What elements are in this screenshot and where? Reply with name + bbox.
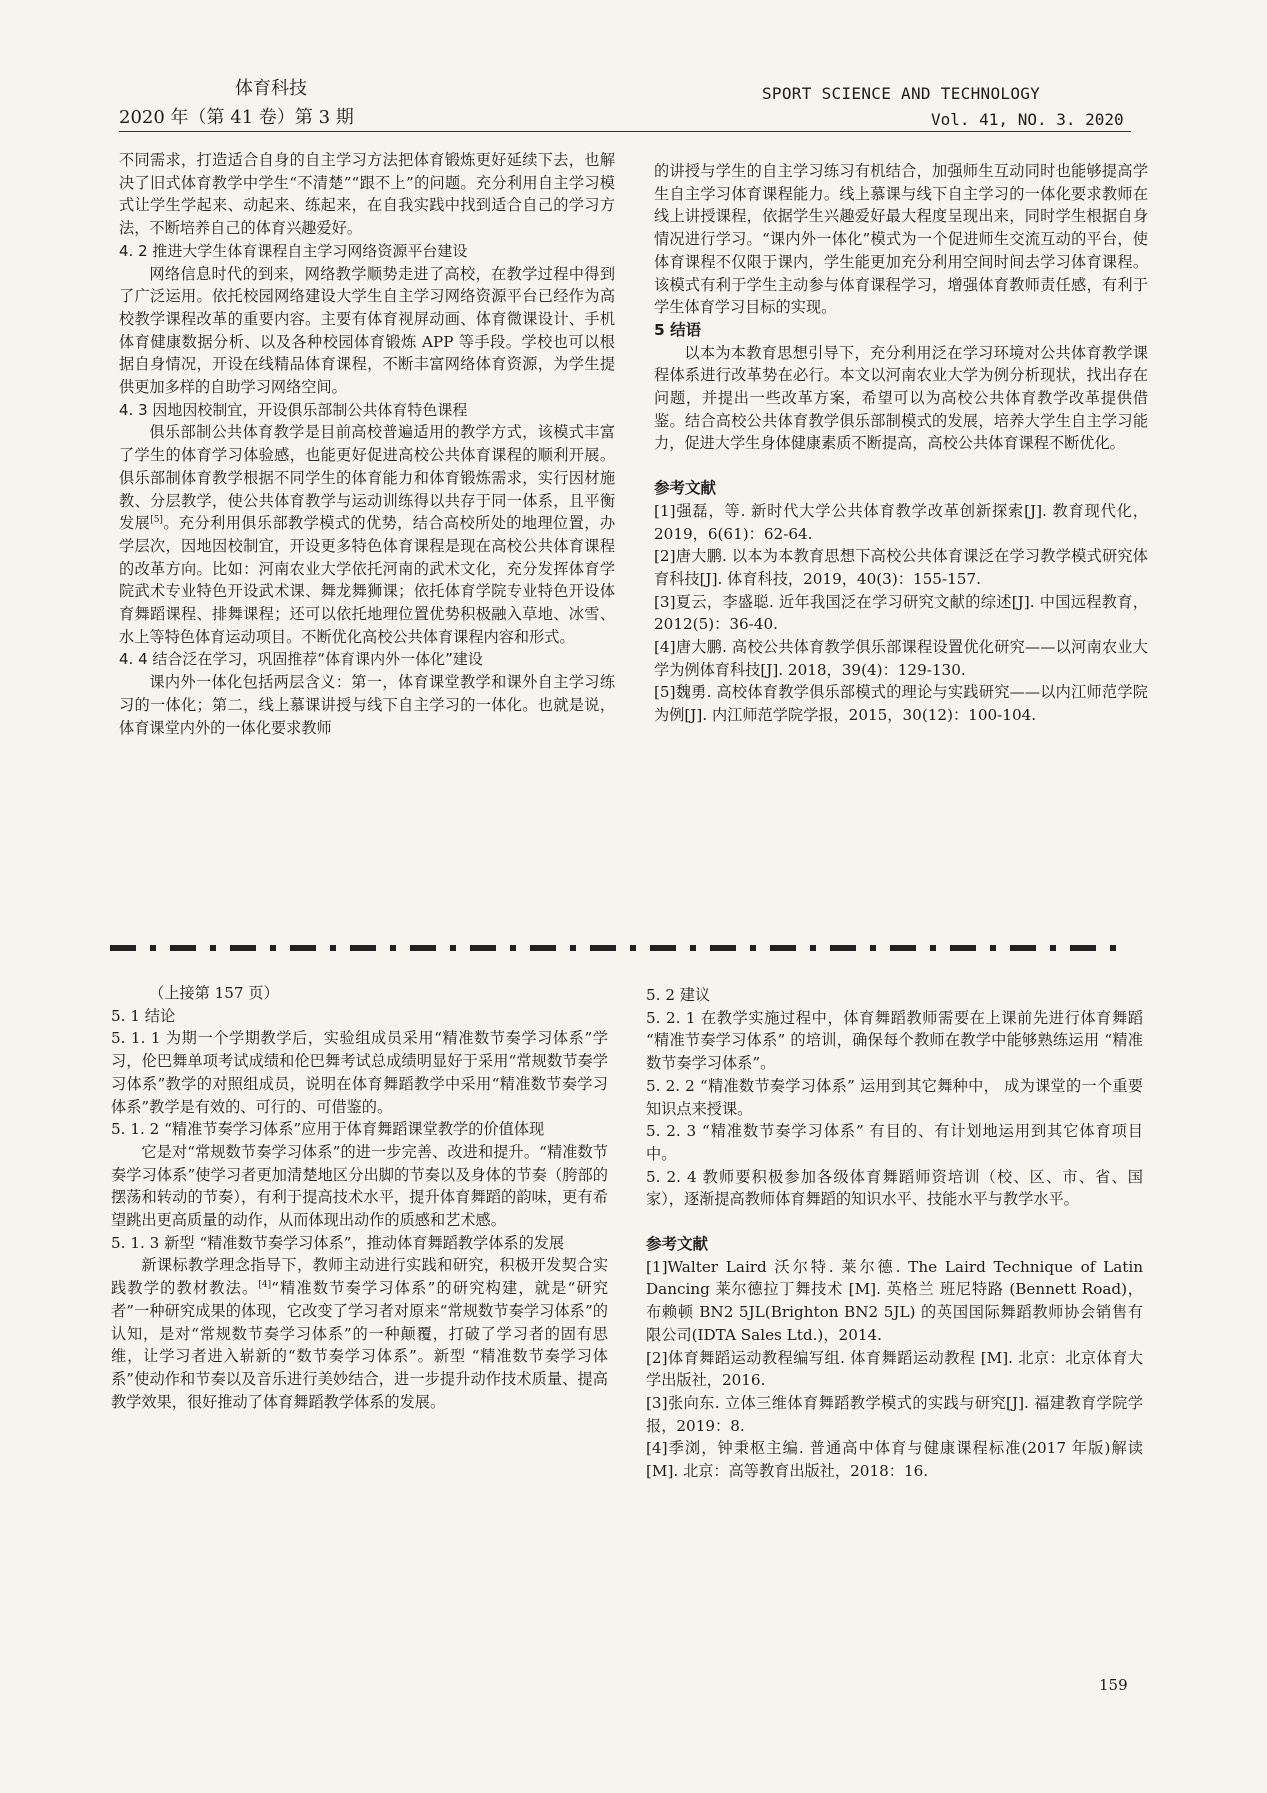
paragraph <box>111 1005 608 1028</box>
paragraph <box>111 982 608 1005</box>
page-number: 159 <box>1099 1676 1128 1694</box>
paragraph <box>646 1166 1143 1211</box>
citation-marker: [4] <box>258 1280 272 1291</box>
paragraph-text: [4]季浏，钟秉枢主编. 普通高中体育与健康课程标准(2017 年版)解读 [M]. 北京：高等教育出版社，2018：16. <box>646 1439 1143 1481</box>
paragraph-text: [3]张向东. 立体三维体育舞蹈教学模式的实践与研究[J]. 福建教育学院学报，2019：8. <box>646 1393 1143 1435</box>
paragraph <box>111 1118 608 1141</box>
section-heading <box>654 477 1148 500</box>
paragraph <box>654 500 1148 545</box>
paragraph-text: 5. 1. 1 为期一个学期教学后，实验组成员采用“精准数节奏学习体系”学习，伦巴舞单项考试成绩和伦巴舞考试总成绩明显好于采用“常规数节奏学习体系”教学的对照组成员，说明在体育舞蹈教学中采用“精准数节奏学习体系”教学是有效的、可行的、可借鉴的。 <box>111 1029 608 1116</box>
paragraph-text: 参考文献 <box>654 479 717 498</box>
header-issue-en: Vol. 41, NO. 3. 2020 <box>931 110 1124 129</box>
paragraph <box>111 1141 608 1232</box>
paragraph-text: 5. 2. 3 “精准数节奏学习体系” 有目的、有计划地运用到其它体育项目中。 <box>646 1122 1143 1163</box>
paragraph-text: 它是对“常规数节奏学习体系”的进一步完善、改进和提升。“精准数节奏学习体系”使学习者更加清楚地区分出脚的节奏以及身体的节奏（胯部的摆荡和转动的节奏），有利于提高技术水平，提升体育舞蹈的韵味，更有希望跳出更高质量的动作，从而体现出动作的质感和艺术感。 <box>111 1142 608 1230</box>
paragraph <box>111 1027 608 1118</box>
spacer <box>654 455 1148 477</box>
paragraph <box>119 671 615 739</box>
header-issue-cn: 2020 年（第 41 卷）第 3 期 <box>119 107 354 128</box>
article-column-bottom-left <box>111 982 608 1413</box>
paragraph-text: [5]魏勇. 高校体育教学俱乐部模式的理论与实践研究——以内江师范学院为例[J]. 内江师范学院学报，2015，30(12)：100-104. <box>654 683 1148 725</box>
paragraph-text: 新课标教学理念指导下，教师主动进行实践和研究，积极开发契合实践教学的教材教法。 <box>111 1256 608 1298</box>
header-journal-title-en: SPORT SCIENCE AND TECHNOLOGY <box>762 84 1041 103</box>
paragraph <box>654 681 1148 726</box>
paragraph-text: [3]夏云，李盛聪. 近年我国泛在学习研究文献的综述[J]. 中国远程教育，2012(5)：36-40. <box>654 592 1148 634</box>
paragraph-text: 俱乐部制公共体育教学是目前高校普遍适用的教学方式，该模式丰富了学生的体育学习体验感，也能更好促进高校公共体育课程的顺利开展。俱乐部制体育教学根据不同学生的体育能力和体育锻炼需求，实行因材施教、分层教学，使公共体育教学与运动训练得以共存于同一体系，且平衡发展 <box>119 423 615 533</box>
article-column-bottom-right <box>646 984 1143 1483</box>
paragraph <box>119 149 615 240</box>
header-journal-title-cn: 体育科技 <box>235 78 307 99</box>
paragraph <box>646 984 1143 1007</box>
paragraph <box>654 591 1148 636</box>
paragraph-text: [1]强磊，等. 新时代大学公共体育教学改革创新探索[J]. 教育现代化，2019，6(61)：62-64. <box>654 501 1148 543</box>
spacer <box>646 1211 1143 1233</box>
section-heading <box>119 240 615 263</box>
paragraph <box>654 636 1148 681</box>
section-heading <box>119 648 615 671</box>
section-divider <box>110 945 1130 951</box>
paragraph-text: 课内外一体化包括两层含义：第一，体育课堂教学和课外自主学习练习的一体化；第二，线上慕课讲授与线下自主学习的一体化。也就是说，体育课堂内外的一体化要求教师 <box>119 673 615 737</box>
paragraph <box>646 1075 1143 1120</box>
header-rule <box>119 131 1131 132</box>
article-column-top-left <box>119 149 615 739</box>
paragraph <box>654 342 1148 456</box>
paragraph <box>646 1007 1143 1075</box>
paragraph <box>654 545 1148 590</box>
paragraph <box>654 160 1148 319</box>
paragraph <box>646 1437 1143 1482</box>
paragraph-text: [2]唐大鹏. 以本为本教育思想下高校公共体育课泛在学习教学模式研究体育科技[J]. 体育科技，2019，40(3)：155-157. <box>654 547 1148 588</box>
paragraph-text: 4. 2 推进大学生体育课程自主学习网络资源平台建设 <box>119 241 468 260</box>
section-heading <box>654 319 1148 342</box>
paragraph-text: [4]唐大鹏. 高校公共体育教学俱乐部课程设置优化研究——以河南农业大学为例体育科技[J]. 2018，39(4)：129-130. <box>654 638 1148 679</box>
paragraph <box>111 1254 608 1413</box>
paragraph <box>111 1232 608 1255</box>
paragraph-text: [2]体育舞蹈运动教程编写组. 体育舞蹈运动教程 [M]. 北京：北京体育大学出版社，2016. <box>646 1348 1143 1390</box>
paragraph <box>646 1347 1143 1392</box>
paragraph <box>119 421 615 648</box>
paragraph-text: 5. 2. 2 “精准数节奏学习体系” 运用到其它舞种中， 成为课堂的一个重要知识点来授课。 <box>646 1076 1143 1118</box>
paragraph <box>119 263 615 399</box>
paragraph-text: 5 结语 <box>654 320 702 339</box>
paragraph-text: 5. 2 建议 <box>646 986 711 1004</box>
paragraph-text: [1]Walter Laird 沃尔特. 莱尔德. The Laird Technique of Latin Dancing 莱尔德拉丁舞技术 [M]. 英格兰 班尼特路 (Bennett Road)， 布赖顿 BN2 5JL(Brighton BN2 5JL) 的英国国际舞蹈教师协会销售有限公司(IDTA Sales Ltd.)，2014. <box>646 1257 1143 1344</box>
section-heading <box>119 399 615 422</box>
paragraph-text: 5. 1 结论 <box>111 1006 176 1025</box>
section-heading <box>646 1233 1143 1256</box>
paragraph-text: 5. 1. 2 “精准节奏学习体系”应用于体育舞蹈课堂教学的价值体现 <box>111 1120 545 1139</box>
article-column-top-right <box>654 160 1148 727</box>
paragraph-text: 。充分利用俱乐部教学模式的优势，结合高校所处的地理位置，办学层次，因地因校制宜，开设更多特色体育课程是现在高校公共体育课程的改革方向。比如：河南农业大学依托河南的武术文化，充分发挥体育学院武术专业特色开设武术课、舞龙舞狮课；依托体育学院专业特色开设体育舞蹈课程、排舞课程；还可以依托地理位置优势积极融入草地、冰雪、水上等特色体育运动项目。不断优化高校公共体育课程内容和形式。 <box>119 514 616 646</box>
paragraph-text: 5. 1. 3 新型 “精准数节奏学习体系”，推动体育舞蹈教学体系的发展 <box>111 1233 565 1252</box>
paragraph-text: 的讲授与学生的自主学习练习有机结合，加强师生互动同时也能够提高学生自主学习体育课程能力。线上慕课与线下自主学习的一体化要求教师在线上讲授课程，依据学生兴趣爱好最大程度呈现出来，同时学生根据自身情况进行学习。“课内外一体化”模式为一个促进师生交流互动的平台，使体育课程不仅限于课内，学生能更加充分利用空间时间去学习体育课程。该模式有利于学生主动参与体育课程学习，增强体育教师责任感，有利于学生体育学习目标的实现。 <box>654 162 1148 317</box>
paragraph-text: 5. 2. 4 教师要积极参加各级体育舞蹈师资培训（校、区、市、省、国家），逐渐提高教师体育舞蹈的知识水平、技能水平与教学水平。 <box>646 1167 1143 1209</box>
paragraph-text: 4. 4 结合泛在学习，巩固推荐“体育课内外一体化”建设 <box>119 650 483 669</box>
paragraph <box>646 1392 1143 1437</box>
paragraph-text: 不同需求，打造适合自身的自主学习方法把体育锻炼更好延续下去，也解决了旧式体育教学中学生“不清楚”“跟不上”的问题。充分利用自主学习模式让学生学起来、动起来、练起来，在自我实践中找到适合自己的学习方法，不断培养自己的体育兴趣爱好。 <box>119 151 615 238</box>
paragraph <box>646 1256 1143 1347</box>
paragraph-text: 参考文献 <box>646 1235 709 1254</box>
paragraph-text: “精准数节奏学习体系”的研究构建，就是“研究者”一种研究成果的体现，它改变了学习者对原来“常规数节奏学习体系”的认知，是对“常规数节奏学习体系”的一种颠覆，打破了学习者的固有思维，让学习者进入崭新的“数节奏学习体系”。新型 “精准数节奏学习体系”使动作和节奏以及音乐进行美妙结合，进一步提升动作技术质量、提高教学效果，很好推动了体育舞蹈教学体系的发展。 <box>111 1279 609 1411</box>
paragraph <box>646 1120 1143 1165</box>
paragraph-text: 网络信息时代的到来，网络教学顺势走进了高校，在教学过程中得到了广泛运用。依托校园网络建设大学生自主学习网络资源平台已经作为高校教学课程改革的重要内容。主要有体育视屏动画、体育微课设计、手机体育健康数据分析、以及各种校园体育锻炼 APP 等手段。学校也可以根据自身情况，开设在线精品体育课程，不断丰富网络体育资源，为学生提供更加多样的自助学习网络空间。 <box>119 264 615 397</box>
paragraph-text: 4. 3 因地因校制宜，开设俱乐部制公共体育特色课程 <box>119 400 468 419</box>
paragraph-text: 5. 2. 1 在教学实施过程中，体育舞蹈教师需要在上课前先进行体育舞蹈 “精准节奏学习体系” 的培训，确保每个教师在教学中能够熟练运用 “精准数节奏学习体系”。 <box>646 1008 1143 1073</box>
paragraph-text: 以本为本教育思想引导下，充分利用泛在学习环境对公共体育教学课程体系进行改革势在必行。本文以河南农业大学为例分析现状，找出存在问题，并提出一些改革方案，希望可以为高校公共体育教学改革提供借鉴。结合高校公共体育教学俱乐部制模式的发展，培养大学生自主学习能力，促进大学生身体健康素质不断提高，高校公共体育课程不断优化。 <box>654 343 1148 453</box>
citation-marker: [5] <box>150 515 163 526</box>
paragraph-text: （上接第 157 页） <box>149 984 279 1002</box>
